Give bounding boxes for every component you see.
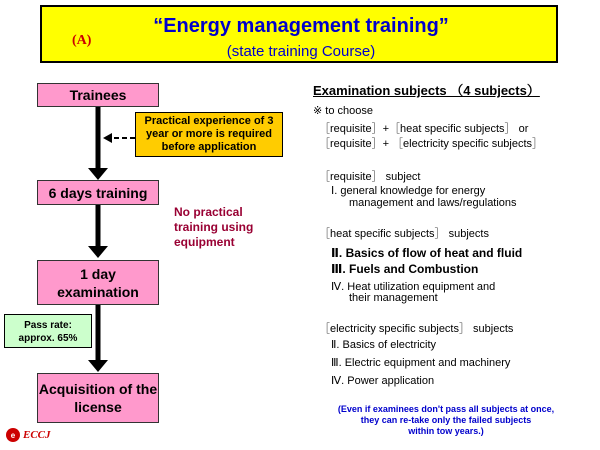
option-electricity: ［requisite］+ ［electricity specific subjects］ (319, 138, 544, 150)
experience-note: Practical experience of 3 year or more is required before application (135, 112, 283, 157)
choose-note: ※ to choose (313, 105, 373, 117)
pass-rate-note: Pass rate: approx. 65% (4, 314, 92, 348)
requisite-item-line-1: Ⅰ. general knowledge for energy (331, 185, 486, 197)
examination-box: 1 day examination (37, 260, 159, 305)
footnote-line-2: they can re-take only the failed subjects (360, 415, 532, 425)
banner-subtitle: (state training Course) (226, 43, 376, 60)
footnote-line-1: (Even if examinees don't pass all subjects at once, (337, 404, 555, 414)
heat-item: Ⅱ. Basics of flow of heat and fluid (331, 246, 523, 260)
eccj-logo-text: ECCJ (23, 429, 51, 441)
footnote-line-3: within tow years.) (408, 426, 484, 436)
training-box: 6 days training (37, 180, 159, 205)
dashed-arrow-head (103, 133, 112, 143)
requisite-item-line-2: management and laws/regulations (349, 197, 517, 209)
electricity-item: Ⅲ. Electric equipment and machinery (331, 357, 511, 369)
retake-footnote (322, 404, 570, 437)
banner-label: (A) (72, 33, 92, 48)
electricity-item: Ⅳ. Power application (331, 375, 435, 387)
electricity-heading: ［electricity specific subjects］ subjects (319, 323, 514, 335)
eccj-logo (6, 428, 51, 442)
electricity-item: Ⅱ. Basics of electricity (331, 339, 437, 351)
heat-item: Ⅲ. Fuels and Combustion (331, 262, 479, 276)
banner-title: “Energy management training” (153, 15, 449, 37)
license-box: Acquisition of the license (37, 373, 159, 423)
arrow-head-1 (88, 168, 108, 180)
heat-item: their management (349, 292, 438, 304)
subjects-heading: Examination subjects （4 subjects） (313, 83, 540, 98)
heat-heading: ［heat specific subjects］ subjects (319, 228, 489, 240)
requisite-heading: ［requisite］ subject (319, 171, 421, 183)
option-heat: ［requisite］+［heat specific subjects］ or (319, 123, 529, 135)
no-practical-note: No practical training using equipment (174, 205, 254, 249)
eccj-logo-icon: e (6, 428, 20, 442)
heat-item: Ⅳ. Heat utilization equipment and (331, 281, 496, 293)
arrow-head-3 (88, 360, 108, 372)
trainees-box: Trainees (37, 83, 159, 107)
arrow-head-2 (88, 246, 108, 258)
